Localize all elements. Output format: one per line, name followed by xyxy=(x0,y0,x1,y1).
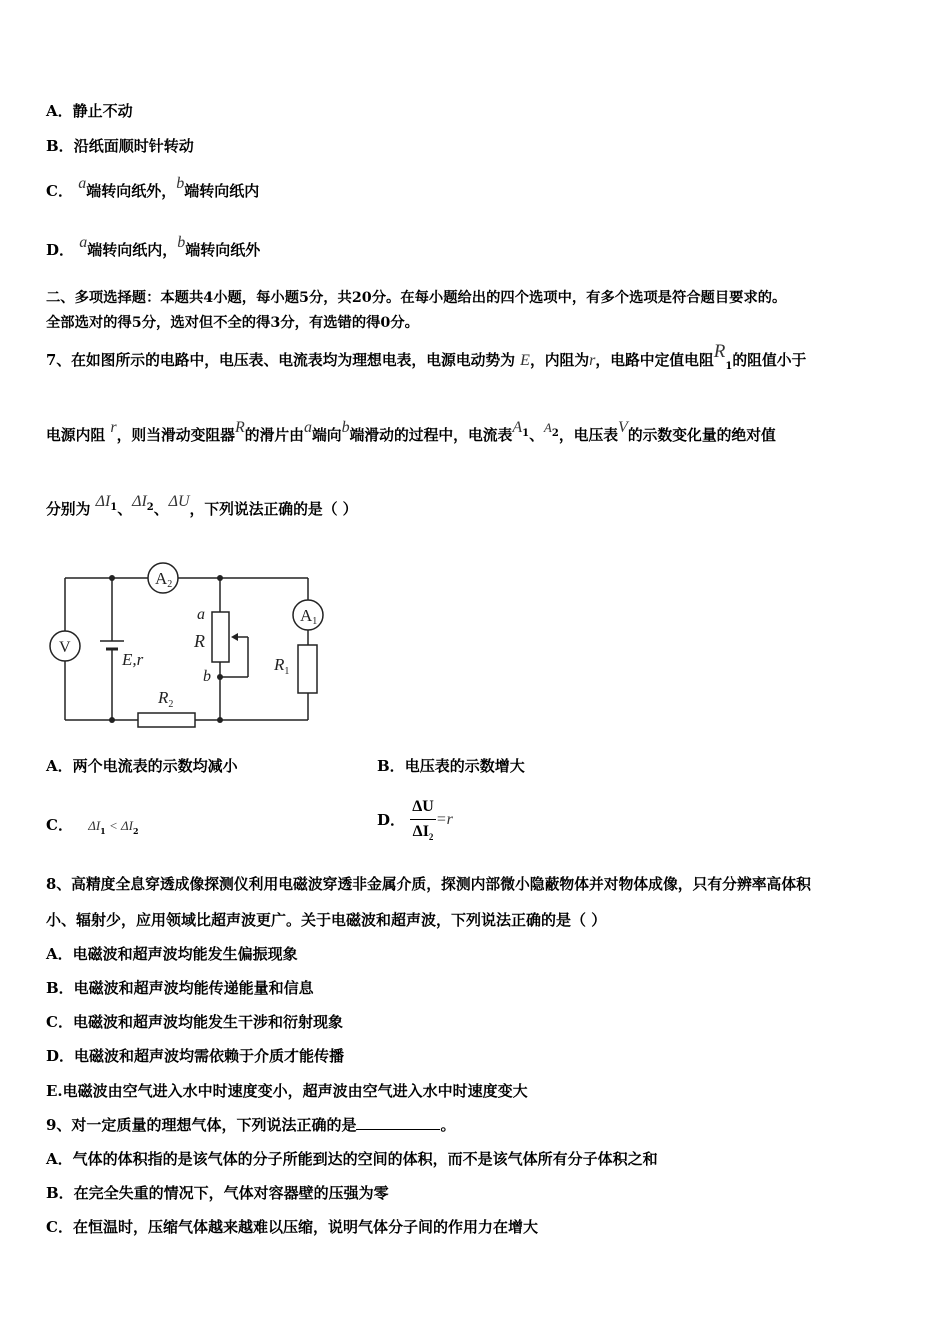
q7-stem-line3: 分别为 $\Delta I^1$、$\Delta I^2$、ΔU，下列说法正确的是（ ） xyxy=(46,493,358,518)
q7-stem-line2: 电源内阻 r，则当滑动变阻器R的滑片由a端向b端滑动的过程中，电流表$A^1$、$A^2$，电压表V的示数变化量的绝对值 xyxy=(46,419,776,444)
q9-option-b: B．在完全失重的情况下，气体对容器壁的压强为零 xyxy=(46,1184,389,1202)
q8-option-a: A．电磁波和超声波均能发生偏振现象 xyxy=(46,945,298,963)
section2-heading-line2: 全部选对的得5分，选对但不全的得3分，有选错的得0分。 xyxy=(46,315,419,331)
junction-dot xyxy=(217,674,223,680)
q7-option-c: C． $\Delta I_1 < \Delta I_2$ xyxy=(46,816,139,836)
label-r2: $R_2$ xyxy=(158,688,174,710)
q8-option-b: B．电磁波和超声波均能传递能量和信息 xyxy=(46,979,314,997)
q7-option-b: B．电压表的示数增大 xyxy=(377,757,525,775)
q8-option-c: C．电磁波和超声波均能发生干涉和衍射现象 xyxy=(46,1013,343,1031)
q8-stem-line2: 小、辐射少，应用领域比超声波更广。关于电磁波和超声波，下列说法正确的是（ ） xyxy=(46,911,607,929)
junction-dot xyxy=(217,575,223,581)
resistor-r2 xyxy=(138,713,195,727)
q6-option-a: A．静止不动 xyxy=(46,102,133,120)
junction-dot xyxy=(109,575,115,581)
q9-option-c: C．在恒温时，压缩气体越来越难以压缩，说明气体分子间的作用力在增大 xyxy=(46,1218,538,1236)
q7-option-a: A．两个电流表的示数均减小 xyxy=(46,757,238,775)
q7-option-d: D． $\frac{\Delta U}{\Delta I_2}$ =r xyxy=(377,795,453,845)
q8-option-d: D．电磁波和超声波均需依赖于介质才能传播 xyxy=(46,1047,345,1065)
label-v: V xyxy=(59,639,71,656)
label-r: R xyxy=(194,631,205,651)
fraction-du-di2: $\frac{\Delta U}{\Delta I_2}$ xyxy=(410,795,436,845)
label-a1: A1 xyxy=(300,606,318,627)
resistor-r1 xyxy=(298,645,317,693)
junction-dot xyxy=(217,717,223,723)
rheostat-r xyxy=(212,612,229,662)
label-r1: $R_1$ xyxy=(274,655,290,677)
q9-stem: 9、对一定质量的理想气体，下列说法正确的是 。 xyxy=(46,1116,456,1134)
q6-option-c: C． a端转向纸外，b端转向纸内 xyxy=(46,175,260,200)
q7-stem-line1: 7、在如图所示的电路中，电压表、电流表均为理想电表，电源电动势为 E，内阻为r，电路中定值电阻$R_1$的阻值小于 xyxy=(46,341,807,372)
q6-option-b: B．沿纸面顺时针转动 xyxy=(46,137,194,155)
slider-arrow xyxy=(231,633,238,641)
q8-option-e: E.电磁波由空气进入水中时速度变小，超声波由空气进入水中时速度变大 xyxy=(46,1082,528,1100)
label-a: a xyxy=(197,606,205,623)
section2-heading-line1: 二、多项选择题：本题共4小题，每小题5分，共20分。在每小题给出的四个选项中，有多个选项是符合题目要求的。 xyxy=(46,290,787,306)
q6-option-d: D． a端转向纸内，b端转向纸外 xyxy=(46,234,261,259)
circuit-diagram xyxy=(40,560,340,735)
label-er: E,r xyxy=(122,650,144,669)
q9-option-a: A．气体的体积指的是该气体的分子所能到达的空间的体积，而不是该气体所有分子体积之和 xyxy=(46,1150,658,1168)
label-b: b xyxy=(203,668,211,685)
q8-stem-line1: 8、高精度全息穿透成像探测仪利用电磁波穿透非金属介质，探测内部微小隐蔽物体并对物体成像，只有分辨率高体积 xyxy=(46,876,811,893)
junction-dot xyxy=(109,717,115,723)
answer-blank xyxy=(356,1115,440,1130)
label-a2: A2 xyxy=(155,569,173,590)
